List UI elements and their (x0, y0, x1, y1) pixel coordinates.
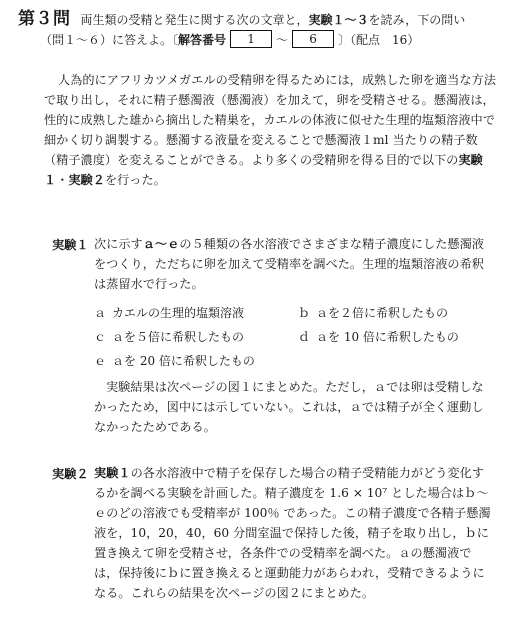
header-experiments-ref: 実験１～３ (308, 13, 369, 27)
intro-experiment2-ref: 実験２ (68, 173, 105, 187)
exp1-solution-range: ａ～ｅ (142, 237, 180, 251)
answer-number-label: 解答番号 (178, 32, 227, 47)
solution-c (94, 327, 244, 347)
solution-label: ｃ (94, 330, 107, 344)
question-number: 第３問 (18, 9, 71, 29)
intro-text: 人為的にアフリカツメガエルの受精卵を得るためには，成熟した卵を適当な方法で取り出し，それに精子懸濁液（懸濁液）を加えて，卵を受精させる。懸濁液は，性的に成熟した雄から摘出した精巣を，カエルの体液に似せた生理的塩類溶液中で細かく切り調製する。懸濁する液量を変えることで懸濁液１ml 当たりの精子数（精子濃度）を変えることができる。より多くの受精卵を得る目的で以下の (44, 73, 496, 167)
experiment2-description (94, 463, 494, 603)
intro-experiment1-ref: 実験１ (44, 153, 483, 187)
solution-e (94, 351, 255, 371)
solution-label: ａ (94, 306, 107, 320)
question-header (18, 4, 508, 50)
header-questions-range: （問１～６）に答えよ。〔 (40, 32, 179, 47)
intro-separator: ・ (56, 173, 69, 187)
experiment1-description (94, 234, 494, 294)
answer-box-start: 1 (230, 30, 272, 48)
experiment1-result: 実験結果は次ページの図１にまとめた。ただし，ａでは卵は受精しなかったため，図中には示していない。これは，ａでは精子が全く運動しなかったためである。 (94, 380, 484, 434)
experiment1-label: 実験１ (52, 238, 89, 252)
solution-label: ｅ (94, 354, 107, 368)
intro-paragraph (44, 70, 502, 190)
solution-label: ｂ (298, 306, 311, 320)
exp2-experiment1-ref: 実験１ (94, 466, 131, 480)
header-text-b: を読み，下の問い (368, 13, 466, 27)
solution-label: ｄ (298, 330, 311, 344)
exp2-text: の各水溶液中で精子を保存した場合の精子受精能力がどう変化するかを調べる実験を計画した。精子濃度を 1.6 × 10⁷ とした場合はｂ～ｅのどの溶液でも受精率が 100％ であった。この精子濃度で各精子懸濁液を，10，20，40，60 分間室温で保持した後，精子を取り出し，ｂに置き換えて卵を受精させ，各条件での受精率を調べた。ａの懸濁液では，保持後にｂに置き換えると運動能力があらわれ，受精できるようになる。これらの結果を次ページの図２にまとめた。 (94, 466, 491, 600)
solution-text: カエルの生理的塩類溶液 (112, 306, 245, 320)
solution-a (94, 303, 244, 323)
exp1-text-a: 次に示す (94, 237, 143, 251)
solution-b (298, 303, 448, 323)
answer-box-end: 6 (292, 30, 334, 48)
points-info: 〕（配点 16） (338, 32, 420, 47)
solution-d (298, 327, 459, 347)
solution-text: ａを 20 倍に希釈したもの (112, 354, 255, 368)
intro-text-end: を行った。 (104, 173, 166, 187)
exp1-text-b: の５種類の各水溶液でさまざまな精子濃度にした懸濁液をつくり，ただちに卵を加えて受精率を調べた。生理的塩類溶液の希釈は蒸留水で行った。 (94, 237, 484, 291)
solution-text: ａを２倍に希釈したもの (316, 306, 449, 320)
experiment2-label: 実験２ (52, 467, 89, 481)
solution-text: ａを５倍に希釈したもの (112, 330, 245, 344)
header-text-a: 両生類の受精と発生に関する次の文章と， (80, 13, 309, 27)
solution-text: ａを 10 倍に希釈したもの (316, 330, 459, 344)
answer-tilde: ～ (276, 32, 289, 47)
